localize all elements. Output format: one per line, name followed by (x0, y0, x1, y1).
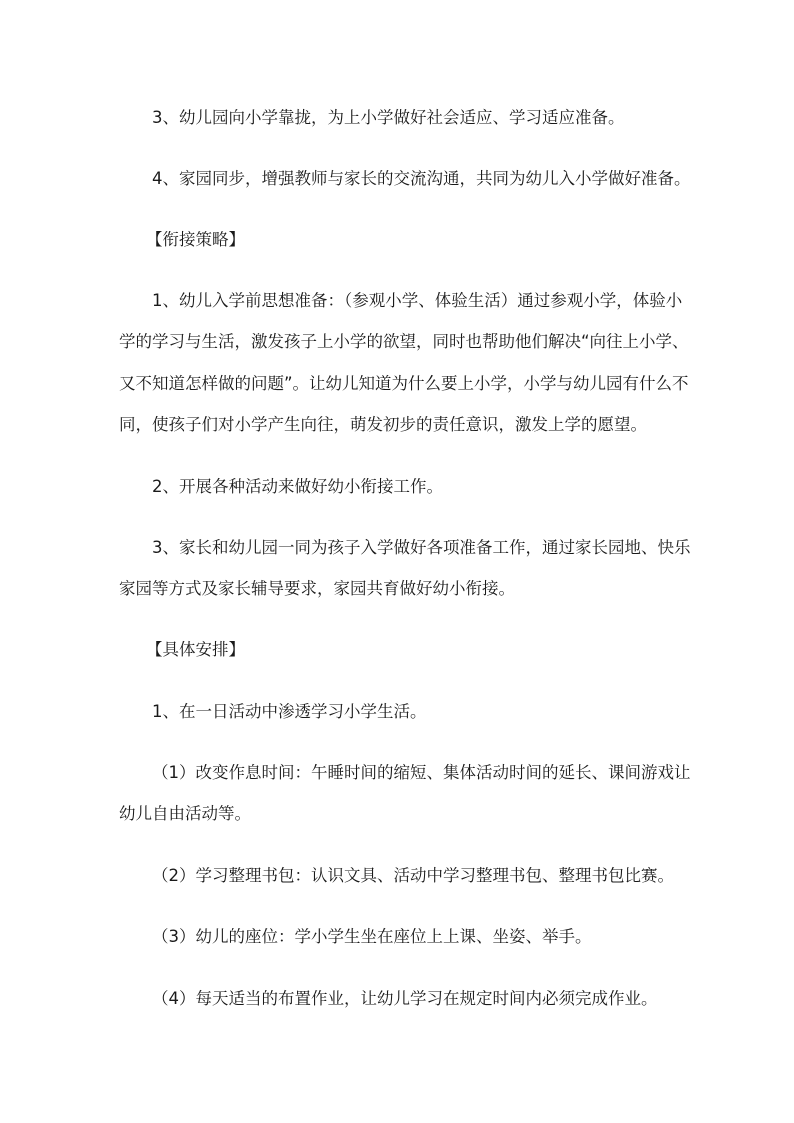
body-text-line: （2）学习整理书包：认识文具、活动中学习整理书包、整理书包比赛。 (152, 866, 674, 885)
section-heading: 【衔接策略】 (146, 230, 245, 249)
body-text-line: 又不知道怎样做的问题”。让幼儿知道为什么要上小学，小学与幼儿园有什么不 (119, 374, 689, 393)
body-text-line: 1、在一日活动中渗透学习小学生活。 (152, 702, 427, 721)
body-text-line: （1）改变作息时间：午睡时间的缩短、集体活动时间的延长、课间游戏让 (152, 763, 691, 782)
body-text-line: 幼儿自由活动等。 (119, 804, 251, 823)
body-text-line: 3、家长和幼儿园一同为孩子入学做好各项准备工作，通过家长园地、快乐 (152, 538, 691, 557)
section-heading: 【具体安排】 (146, 640, 245, 659)
body-text-line: （3）幼儿的座位：学小学生坐在座位上上课、坐姿、举手。 (152, 927, 592, 946)
body-text-line: 4、家园同步，增强教师与家长的交流沟通，共同为幼儿入小学做好准备。 (152, 169, 691, 188)
body-text-line: 3、幼儿园向小学靠拢，为上小学做好社会适应、学习适应准备。 (152, 108, 625, 127)
body-text-line: 家园等方式及家长辅导要求，家园共育做好幼小衔接。 (119, 579, 515, 598)
body-text-line: （4）每天适当的布置作业，让幼儿学习在规定时间内必须完成作业。 (152, 989, 658, 1008)
body-text-line: 1、幼儿入学前思想准备：（参观小学、体验生活）通过参观小学，体验小 (152, 291, 683, 310)
body-text-line: 2、开展各种活动来做好幼小衔接工作。 (152, 477, 443, 496)
body-text-line: 同，使孩子们对小学产生向往，萌发初步的责任意识，激发上学的愿望。 (119, 415, 647, 434)
body-text-line: 学的学习与生活，激发孩子上小学的欲望，同时也帮助他们解决“向往上小学、 (119, 332, 689, 351)
